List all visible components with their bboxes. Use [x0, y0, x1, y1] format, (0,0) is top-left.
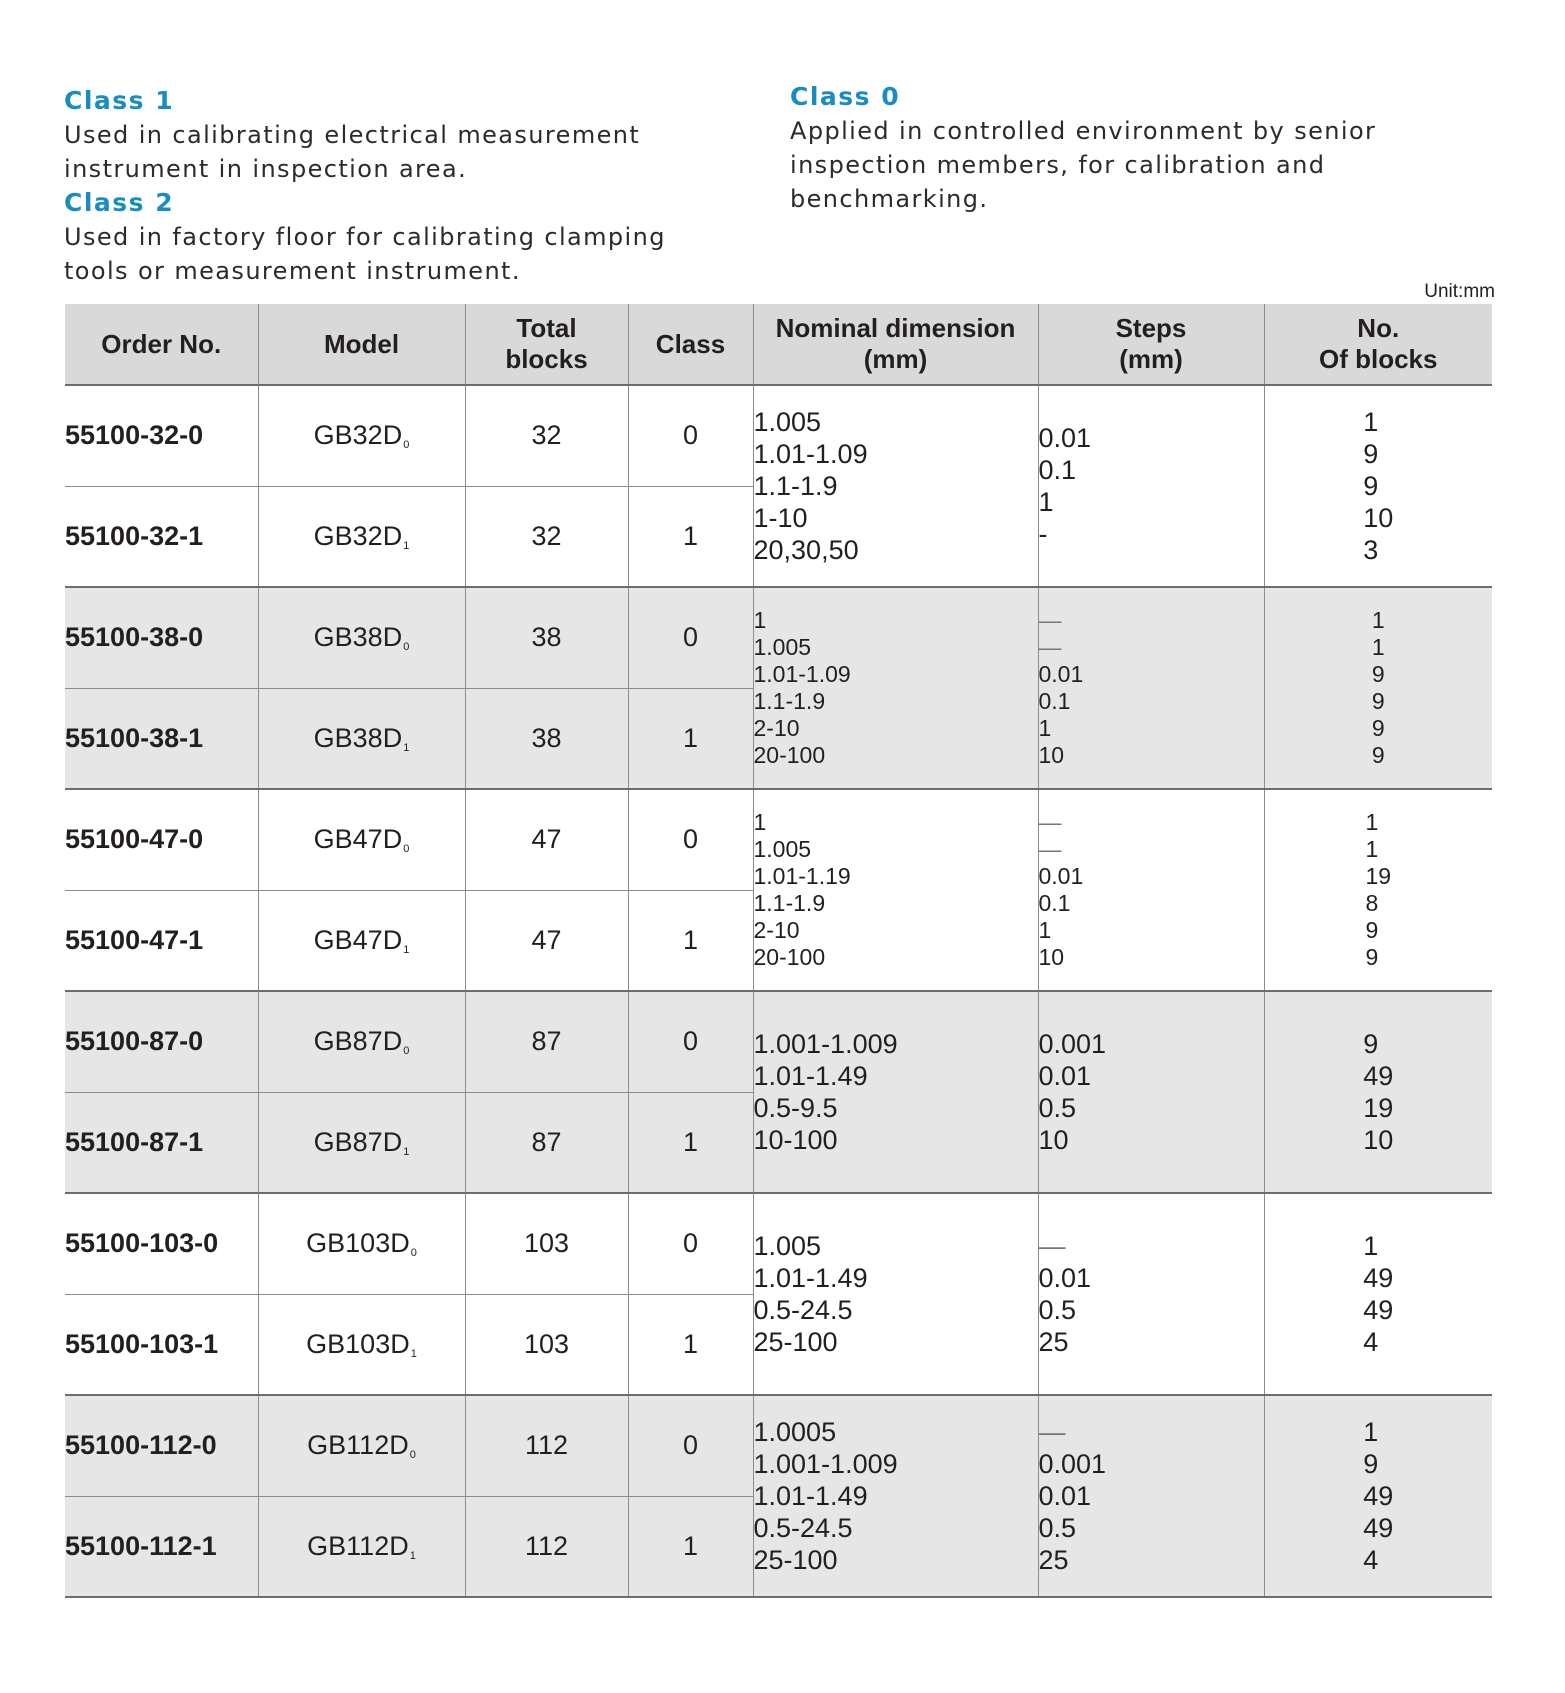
class1-desc-line: Used in calibrating electrical measurement — [64, 121, 641, 149]
no-of-blocks-cell-line: 3 — [1363, 535, 1379, 565]
class-cell: 1 — [628, 1294, 753, 1395]
nominal-dimension-cell-lines — [754, 406, 868, 566]
order-no-cell: 55100-112-0 — [65, 1395, 258, 1496]
steps-cell-line: 0.5 — [1038, 1093, 1077, 1123]
model-name: GB103D — [306, 1328, 410, 1359]
nominal-dimension-cell-line: 20-100 — [753, 741, 826, 768]
model-subscript: 1 — [403, 943, 410, 956]
class-cell: 0 — [628, 587, 753, 688]
class-cell: 0 — [628, 991, 753, 1092]
steps-cell-line: 25 — [1038, 1327, 1069, 1357]
order-no-cell: 55100-87-1 — [65, 1092, 258, 1193]
model-cell — [258, 587, 465, 688]
nominal-dimension-cell-line: 25-100 — [753, 1327, 838, 1357]
no-of-blocks-cell — [1264, 385, 1492, 587]
model-name: GB112D — [307, 1530, 409, 1561]
model-subscript: 0 — [403, 843, 410, 856]
no-of-blocks-cell-line: 9 — [1371, 714, 1385, 741]
class0-title: Class 0 — [790, 82, 901, 111]
header-steps-line: (mm) — [1119, 344, 1183, 374]
header-steps — [1038, 304, 1264, 385]
total-blocks-cell: 38 — [465, 688, 628, 789]
nominal-dimension-cell-lines — [754, 1028, 898, 1156]
nominal-dimension-cell-line: 2-10 — [753, 714, 800, 741]
no-of-blocks-cell-lines — [1363, 1230, 1393, 1358]
no-of-blocks-cell-line: 1 — [1363, 1231, 1379, 1261]
model-subscript: 0 — [409, 1449, 416, 1462]
class0-desc-line: Applied in controlled environment by senior — [790, 117, 1377, 145]
total-blocks-cell: 47 — [465, 789, 628, 890]
table-row — [65, 1193, 1492, 1294]
nominal-dimension-cell-line: 0.5-24.5 — [753, 1295, 853, 1325]
steps-cell-line: 0.1 — [1038, 687, 1071, 714]
table-row — [65, 385, 1492, 486]
total-blocks-cell: 103 — [465, 1193, 628, 1294]
header-no-blocks-line: No. — [1357, 313, 1400, 343]
steps-cell-line: 0.01 — [1038, 1481, 1092, 1511]
model-name: GB32D — [313, 420, 403, 451]
class-cell: 1 — [628, 890, 753, 991]
model-name: GB112D — [307, 1430, 409, 1461]
model-cell — [258, 688, 465, 789]
nominal-dimension-cell-line: 1.005 — [753, 633, 812, 660]
no-of-blocks-cell-line: 19 — [1365, 862, 1392, 889]
model-cell — [258, 385, 465, 486]
order-no-cell: 55100-32-0 — [65, 385, 258, 486]
no-of-blocks-cell-line: 9 — [1363, 1449, 1379, 1479]
table-row — [65, 991, 1492, 1092]
class-cell: 0 — [628, 385, 753, 486]
model-cell — [258, 1193, 465, 1294]
no-of-blocks-cell-line: 49 — [1363, 1513, 1394, 1543]
header-total-blocks — [465, 304, 628, 385]
header-steps-line: Steps — [1115, 313, 1187, 343]
no-of-blocks-cell-line: 1 — [1365, 808, 1379, 835]
class-cell: 0 — [628, 1193, 753, 1294]
no-of-blocks-cell-line: 19 — [1363, 1093, 1394, 1123]
no-of-blocks-cell — [1264, 587, 1492, 789]
steps-cell-line: 0.5 — [1038, 1295, 1077, 1325]
total-blocks-cell: 87 — [465, 991, 628, 1092]
header-total-blocks-line: Total — [516, 313, 577, 343]
steps-cell-lines — [1039, 1028, 1107, 1156]
total-blocks-cell: 32 — [465, 486, 628, 587]
nominal-dimension-cell-line: 1 — [753, 808, 767, 835]
no-of-blocks-cell-lines — [1363, 1416, 1393, 1576]
no-of-blocks-cell-line: 9 — [1365, 916, 1379, 943]
model-cell — [258, 890, 465, 991]
class2-desc-line: tools or measurement instrument. — [64, 257, 521, 285]
steps-cell — [1038, 789, 1264, 991]
total-blocks-cell: 47 — [465, 890, 628, 991]
nominal-dimension-cell-line: 1.01-1.49 — [753, 1481, 868, 1511]
order-no-cell: 55100-47-0 — [65, 789, 258, 890]
nominal-dimension-cell-line: 1.1-1.9 — [753, 889, 826, 916]
nominal-dimension-cell-line: 1.1-1.9 — [753, 471, 838, 501]
steps-cell-line: 10 — [1038, 943, 1065, 970]
nominal-dimension-cell-line: 10-100 — [753, 1125, 838, 1155]
model-cell — [258, 991, 465, 1092]
no-of-blocks-cell-line: 9 — [1365, 943, 1379, 970]
nominal-dimension-cell-line: 25-100 — [753, 1545, 838, 1575]
steps-cell-line: 0.01 — [1038, 862, 1084, 889]
class-cell: 0 — [628, 1395, 753, 1496]
steps-cell-line: 10 — [1038, 741, 1065, 768]
header-model: Model — [258, 304, 465, 385]
total-blocks-cell: 87 — [465, 1092, 628, 1193]
table-row — [65, 587, 1492, 688]
no-of-blocks-cell-line: 1 — [1363, 407, 1379, 437]
no-of-blocks-cell-line: 10 — [1363, 1125, 1394, 1155]
class0-desc-line: benchmarking. — [790, 185, 989, 213]
nominal-dimension-cell-line: 1.01-1.19 — [753, 862, 851, 889]
no-of-blocks-cell — [1264, 991, 1492, 1193]
steps-cell — [1038, 991, 1264, 1193]
no-of-blocks-cell-line: 49 — [1363, 1481, 1394, 1511]
nominal-dimension-cell-line: 1.1-1.9 — [753, 687, 826, 714]
total-blocks-cell: 112 — [465, 1496, 628, 1597]
nominal-dimension-cell-line: 20,30,50 — [753, 535, 859, 565]
no-of-blocks-cell-line: 1 — [1371, 606, 1385, 633]
model-cell — [258, 1496, 465, 1597]
model-subscript: 1 — [409, 1549, 416, 1562]
no-of-blocks-cell-lines — [1363, 1028, 1393, 1156]
no-of-blocks-cell-line: 9 — [1371, 741, 1385, 768]
table-body — [65, 385, 1492, 1597]
class-cell: 0 — [628, 789, 753, 890]
nominal-dimension-cell-line: 1.01-1.49 — [753, 1061, 868, 1091]
order-no-cell: 55100-87-0 — [65, 991, 258, 1092]
no-of-blocks-cell-line: 49 — [1363, 1263, 1394, 1293]
class-cell: 1 — [628, 1092, 753, 1193]
steps-cell-line: 1 — [1038, 916, 1052, 943]
order-no-cell: 55100-103-0 — [65, 1193, 258, 1294]
header-nominal-line: Nominal dimension — [775, 313, 1016, 343]
model-cell — [258, 1395, 465, 1496]
nominal-dimension-cell-line: 1.005 — [753, 1231, 822, 1261]
nominal-dimension-cell-line: 1.01-1.09 — [753, 439, 868, 469]
nominal-dimension-cell-line: 1 — [753, 606, 767, 633]
steps-cell-line: 10 — [1038, 1125, 1069, 1155]
class2-title: Class 2 — [64, 188, 175, 217]
nominal-dimension-cell-lines — [754, 607, 851, 769]
header-no-of-blocks — [1264, 304, 1492, 385]
steps-cell-line: 0.001 — [1038, 1449, 1107, 1479]
model-name: GB38D — [313, 722, 403, 753]
nominal-dimension-cell-line: 0.5-9.5 — [753, 1093, 838, 1123]
steps-cell-lines — [1039, 422, 1092, 550]
order-no-cell: 55100-103-1 — [65, 1294, 258, 1395]
no-of-blocks-cell-line: 1 — [1365, 835, 1379, 862]
order-no-cell: 55100-32-1 — [65, 486, 258, 587]
order-no-cell: 55100-38-1 — [65, 688, 258, 789]
class-descriptions-left — [64, 84, 704, 288]
nominal-dimension-cell-line: 1.005 — [753, 835, 812, 862]
nominal-dimension-cell — [753, 587, 1038, 789]
model-name: GB47D — [313, 824, 403, 855]
steps-cell — [1038, 587, 1264, 789]
steps-cell-line: 0.01 — [1038, 423, 1092, 453]
model-name: GB32D — [313, 520, 403, 551]
no-of-blocks-cell-line: 1 — [1371, 633, 1385, 660]
header-total-blocks-line: blocks — [505, 344, 588, 374]
nominal-dimension-cell-line: 0.5-24.5 — [753, 1513, 853, 1543]
steps-cell-line: — — [1038, 808, 1062, 835]
no-of-blocks-cell-line: 8 — [1365, 889, 1379, 916]
nominal-dimension-cell — [753, 991, 1038, 1193]
steps-cell-line: 0.1 — [1038, 455, 1077, 485]
steps-cell — [1038, 1395, 1264, 1597]
nominal-dimension-cell-line: 2-10 — [753, 916, 800, 943]
steps-cell-line: 25 — [1038, 1545, 1069, 1575]
no-of-blocks-cell-line: 10 — [1363, 503, 1394, 533]
nominal-dimension-cell-line: 1.0005 — [753, 1417, 837, 1447]
nominal-dimension-cell-line: 1.005 — [753, 407, 822, 437]
nominal-dimension-cell-line: 1.001-1.009 — [753, 1029, 898, 1059]
nominal-dimension-cell-line: 1.01-1.09 — [753, 660, 851, 687]
model-name: GB87D — [313, 1126, 403, 1157]
nominal-dimension-cell — [753, 385, 1038, 587]
model-cell — [258, 1092, 465, 1193]
steps-cell-lines — [1039, 1230, 1092, 1358]
steps-cell — [1038, 1193, 1264, 1395]
no-of-blocks-cell-lines — [1372, 607, 1385, 769]
model-subscript: 1 — [403, 539, 410, 552]
nominal-dimension-cell-lines — [754, 809, 851, 971]
class-descriptions-right — [790, 80, 1430, 216]
model-subscript: 0 — [403, 1045, 410, 1058]
class1-desc-line: instrument in inspection area. — [64, 155, 468, 183]
steps-cell-lines — [1039, 809, 1084, 971]
nominal-dimension-cell-line: 1.01-1.49 — [753, 1263, 868, 1293]
steps-cell-line: 0.01 — [1038, 1263, 1092, 1293]
model-name: GB38D — [313, 622, 403, 653]
header-nominal-dimension — [753, 304, 1038, 385]
class-cell: 1 — [628, 486, 753, 587]
nominal-dimension-cell — [753, 1193, 1038, 1395]
no-of-blocks-cell-line: 9 — [1363, 439, 1379, 469]
table-header-row — [65, 304, 1492, 385]
class0-desc-line: inspection members, for calibration and — [790, 151, 1326, 179]
header-order-no: Order No. — [65, 304, 258, 385]
total-blocks-cell: 112 — [465, 1395, 628, 1496]
model-name: GB87D — [313, 1026, 403, 1057]
steps-cell-line: — — [1038, 835, 1062, 862]
no-of-blocks-cell-line: 9 — [1371, 687, 1385, 714]
steps-cell-line: — — [1038, 1231, 1066, 1261]
steps-cell-line: 0.1 — [1038, 889, 1071, 916]
model-subscript: 1 — [403, 1145, 410, 1158]
model-subscript: 1 — [403, 741, 410, 754]
table-row — [65, 789, 1492, 890]
steps-cell-lines — [1039, 607, 1084, 769]
steps-cell-line: — — [1038, 1417, 1066, 1447]
steps-cell-line: 0.01 — [1038, 1061, 1092, 1091]
no-of-blocks-cell-line: 9 — [1371, 660, 1385, 687]
model-subscript: 0 — [403, 439, 410, 452]
total-blocks-cell: 32 — [465, 385, 628, 486]
model-name: GB47D — [313, 924, 403, 955]
no-of-blocks-cell — [1264, 789, 1492, 991]
header-nominal-line: (mm) — [863, 344, 928, 374]
order-no-cell: 55100-38-0 — [65, 587, 258, 688]
no-of-blocks-cell-line: 49 — [1363, 1061, 1394, 1091]
class-cell: 1 — [628, 688, 753, 789]
nominal-dimension-cell — [753, 1395, 1038, 1597]
order-no-cell: 55100-47-1 — [65, 890, 258, 991]
header-class: Class — [628, 304, 753, 385]
nominal-dimension-cell — [753, 789, 1038, 991]
no-of-blocks-cell-line: 49 — [1363, 1295, 1394, 1325]
no-of-blocks-cell-line: 4 — [1363, 1545, 1379, 1575]
model-name: GB103D — [306, 1228, 410, 1259]
no-of-blocks-cell-line: 9 — [1363, 471, 1379, 501]
no-of-blocks-cell-lines — [1363, 406, 1393, 566]
nominal-dimension-cell-line: 20-100 — [753, 943, 826, 970]
steps-cell-line: 0.001 — [1038, 1029, 1107, 1059]
no-of-blocks-cell — [1264, 1395, 1492, 1597]
model-cell — [258, 789, 465, 890]
nominal-dimension-cell-lines — [754, 1230, 868, 1358]
no-of-blocks-cell-line: 9 — [1363, 1029, 1379, 1059]
model-cell — [258, 1294, 465, 1395]
total-blocks-cell: 103 — [465, 1294, 628, 1395]
table-row — [65, 1395, 1492, 1496]
steps-cell-line: — — [1038, 633, 1062, 660]
model-subscript: 0 — [403, 641, 410, 654]
model-subscript: 1 — [410, 1347, 417, 1360]
no-of-blocks-cell-lines — [1365, 809, 1391, 971]
class2-desc-line: Used in factory floor for calibrating clamping — [64, 223, 666, 251]
steps-cell-line: 0.01 — [1038, 660, 1084, 687]
nominal-dimension-cell-line: 1.001-1.009 — [753, 1449, 898, 1479]
no-of-blocks-cell-line: 4 — [1363, 1327, 1379, 1357]
steps-cell-line: — — [1038, 606, 1062, 633]
no-of-blocks-cell-line: 1 — [1363, 1417, 1379, 1447]
model-subscript: 0 — [410, 1247, 417, 1260]
order-no-cell: 55100-112-1 — [65, 1496, 258, 1597]
nominal-dimension-cell-lines — [754, 1416, 898, 1576]
class-cell: 1 — [628, 1496, 753, 1597]
steps-cell-line: 1 — [1038, 487, 1054, 517]
class1-title: Class 1 — [64, 86, 175, 115]
steps-cell-line: 1 — [1038, 714, 1052, 741]
nominal-dimension-cell-line: 1-10 — [753, 503, 808, 533]
steps-cell-line: - — [1038, 519, 1048, 549]
header-no-blocks-line: Of blocks — [1319, 344, 1438, 374]
unit-label: Unit:mm — [1424, 281, 1495, 302]
total-blocks-cell: 38 — [465, 587, 628, 688]
steps-cell-line: 0.5 — [1038, 1513, 1077, 1543]
gauge-block-spec-table — [65, 304, 1492, 1598]
model-cell — [258, 486, 465, 587]
no-of-blocks-cell — [1264, 1193, 1492, 1395]
steps-cell — [1038, 385, 1264, 587]
steps-cell-lines — [1039, 1416, 1107, 1576]
